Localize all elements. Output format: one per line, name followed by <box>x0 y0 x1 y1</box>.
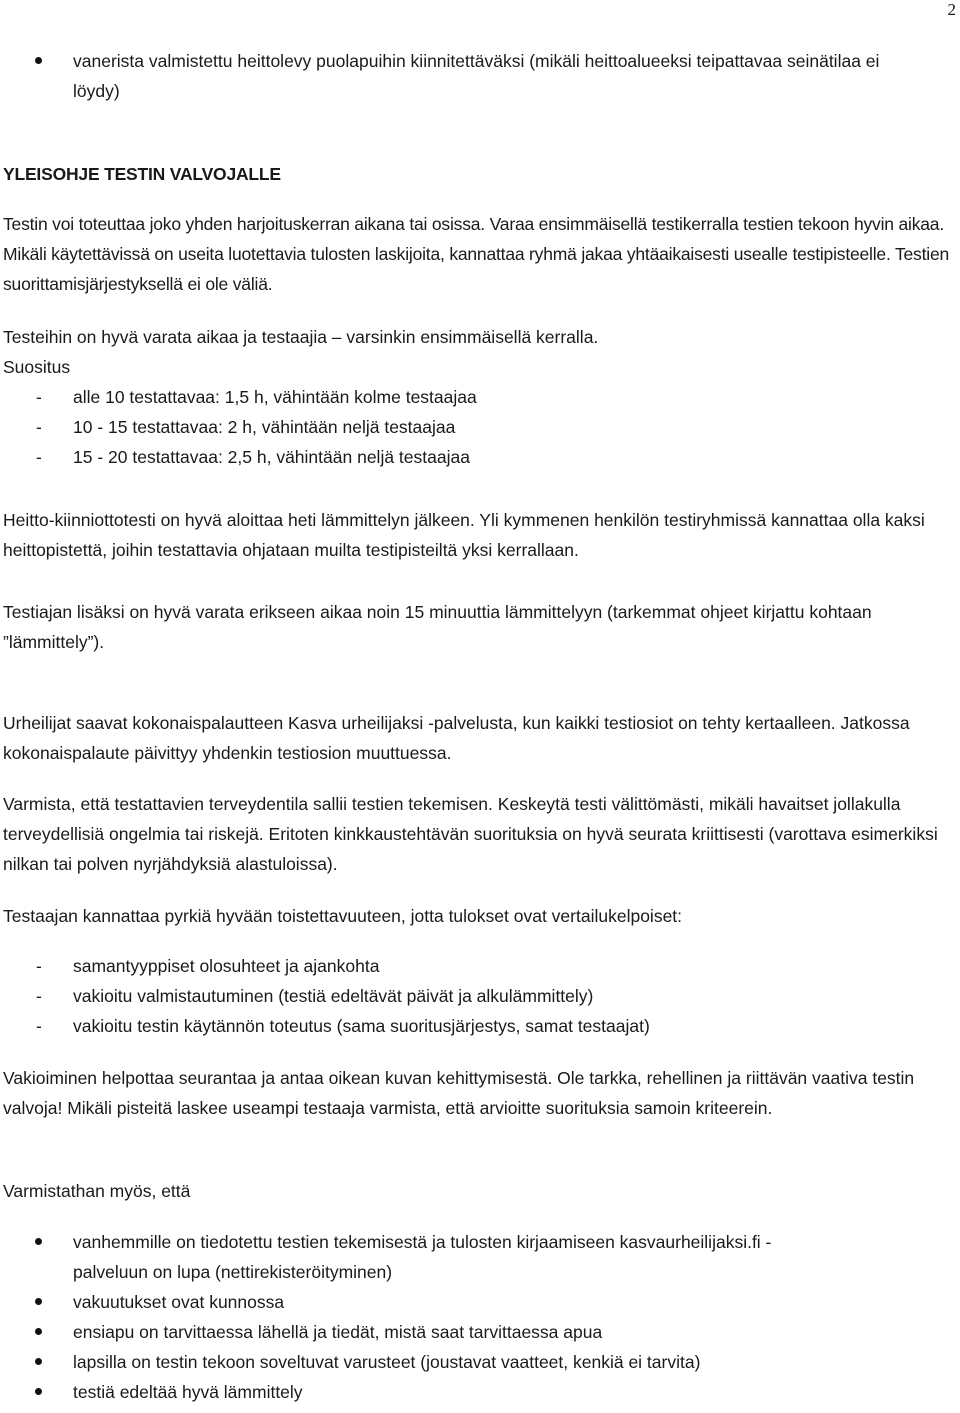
list-item: - vakioitu testin käytännön toteutus (sama suoritusjärjestys, samat testaajat) <box>36 1016 650 1036</box>
paragraph: Testeihin on hyvä varata aikaa ja testaajia – varsinkin ensimmäisellä kerralla. <box>3 327 599 347</box>
paragraph: Varmista, että testattavien terveydentila sallii testien tekemisen. Keskeytä testi välittömästi, mikäli havaitset jollakulla terveydellisiä ongelmia tai riskejä. Eritoten kinkkaustehtävän suorituksia on hyvä seurata kriittisesti (varottava esimerkiksi nilkan tai polven nyrjähdyksiä alastuloissa). <box>3 794 938 874</box>
para-warmup-block <box>3 597 958 657</box>
conditions-list <box>3 951 958 1041</box>
list-item: lapsilla on testin tekoon soveltuvat varusteet (joustavat vaatteet, kenkiä ei tarvita) <box>3 1347 958 1377</box>
list-item: vanhemmille on tiedotettu testien tekemisestä ja tulosten kirjaamiseen kasvaurheilijaksi.fi -palveluun on lupa (nettirekisteröityminen) <box>3 1227 958 1287</box>
para-standardize-block <box>3 1063 958 1123</box>
recommendation-list <box>3 382 958 472</box>
checklist-intro-block <box>3 1176 958 1206</box>
list-item: - alle 10 testattavaa: 1,5 h, vähintään kolme testaajaa <box>36 387 477 407</box>
paragraph: Urheilijat saavat kokonaispalautteen Kasva urheilijaksi -palvelusta, kun kaikki testiosiot on tehty kertaalleen. Jatkossa kokonaispalaute päivittyy yhdenkin testiosion muuttuessa. <box>3 713 910 763</box>
paragraph: Testiajan lisäksi on hyvä varata erikseen aikaa noin 15 minuuttia lämmittelyyn (tarkemmat ohjeet kirjattu kohtaan ”lämmittely”). <box>3 602 872 652</box>
list-item: testiä edeltää hyvä lämmittely <box>3 1377 958 1407</box>
list-item: - vakioitu valmistautuminen (testiä edeltävät päivät ja alkulämmittely) <box>36 986 594 1006</box>
para-health-block <box>3 789 958 879</box>
checklist <box>3 1227 958 1407</box>
heading-block <box>3 159 958 189</box>
paragraph: Testin voi toteuttaa joko yhden harjoituskerran aikana tai osissa. Varaa ensimmäisellä testikerralla testien tekoon hyvin aikaa. Mikäli käytettävissä on useita luotettavia tulosten laskijoita, kannattaa ryhmä jakaa yhtäaikaisesti usealle testipisteelle. Testien suorittamisjärjestyksellä ei ole väliä. <box>3 214 950 294</box>
list-item: - 15 - 20 testattavaa: 2,5 h, vähintään neljä testaajaa <box>36 447 470 467</box>
recommendation-label: Suositus <box>3 357 71 377</box>
checklist-intro: Varmistathan myös, että <box>3 1181 191 1201</box>
para-throw-block <box>3 505 958 565</box>
list-item: vakuutukset ovat kunnossa <box>3 1287 958 1317</box>
paragraph: Vakioiminen helpottaa seurantaa ja antaa oikean kuvan kehittymisestä. Ole tarkka, rehellinen ja riittävän vaativa testin valvoja! Mikäli pisteitä laskee useampi testaaja varmista, että arvioitte suorituksia samoin kriteerein. <box>3 1068 915 1118</box>
list-item: - samantyyppiset olosuhteet ja ajankohta <box>36 956 380 976</box>
equipment-list <box>3 46 958 106</box>
para-feedback-block <box>3 708 958 768</box>
page-number: 2 <box>947 0 956 19</box>
section-heading: YLEISOHJE TESTIN VALVOJALLE <box>3 164 281 184</box>
para-intro-block <box>3 209 958 299</box>
list-item: - 10 - 15 testattavaa: 2 h, vähintään neljä testaajaa <box>36 417 456 437</box>
paragraph: Testaajan kannattaa pyrkiä hyvään toistettavuuteen, jotta tulokset ovat vertailukelpoiset: <box>3 906 683 926</box>
list-item: vanerista valmistettu heittolevy puolapuihin kiinnitettäväksi (mikäli heittoalueeksi teipattavaa seinätilaa ei löydy) <box>3 46 958 106</box>
paragraph: Heitto-kiinniottotesti on hyvä aloittaa heti lämmittelyn jälkeen. Yli kymmenen henkilön testiryhmissä kannattaa olla kaksi heittopistettä, joihin testattavia ohjataan muilta testipisteiltä yksi kerrallaan. <box>3 510 925 560</box>
list-item: ensiapu on tarvittaessa lähellä ja tiedät, mistä saat tarvittaessa apua <box>3 1317 958 1347</box>
para-testers-block <box>3 322 958 472</box>
para-repeatability-block <box>3 901 958 931</box>
